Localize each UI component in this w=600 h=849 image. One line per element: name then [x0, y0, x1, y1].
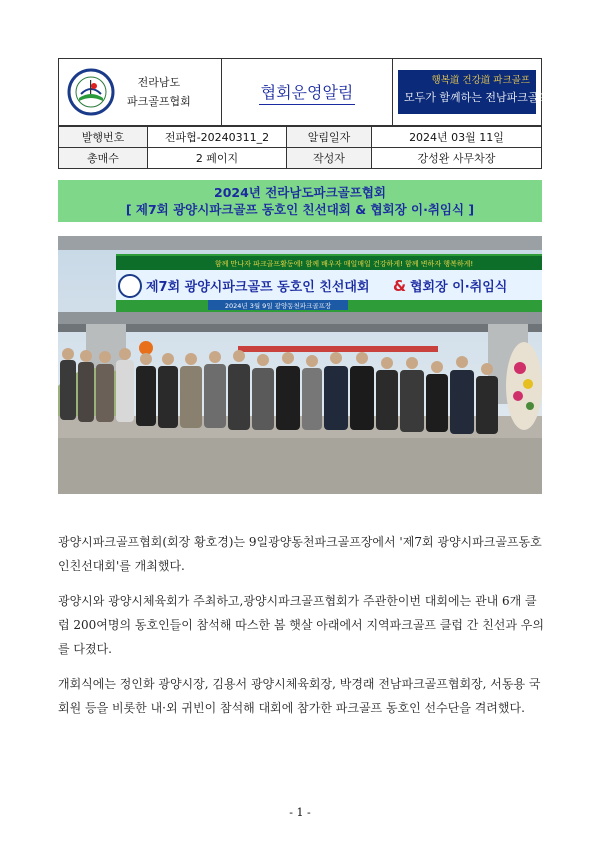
- meta-row: [59, 127, 542, 148]
- pages-value: 2 페이지: [148, 148, 287, 169]
- slogan-line2: 모두가 함께하는 전남파크골프협회: [404, 91, 571, 104]
- date-label: 알림일자: [287, 127, 372, 148]
- org-name-line1: 전라남도: [137, 76, 181, 89]
- doc-no-value: 전파협-20240311_2: [148, 127, 287, 148]
- doc-no-label: 발행번호: [59, 127, 148, 148]
- author-value: 강성완 사무차장: [372, 148, 542, 169]
- title-line1: 2024년 전라남도파크골프협회: [214, 185, 386, 200]
- paragraph-1: 광양시파크골프협회(회장 황호경)는 9일광양동천파크골프장에서 '제7회 광양시파크골프동호인친선대회'를 개최했다.: [58, 535, 542, 573]
- slogan-box: [398, 70, 571, 114]
- photo-banner-date-text: 2024년 3월 9일 광양동천파크골프장: [224, 302, 332, 310]
- slogan-line1: 행복道 건강道 파크골프: [431, 75, 530, 86]
- photo-banner-emblem-icon: [119, 275, 141, 297]
- pages-label: 총매수: [59, 148, 148, 169]
- header-slogan-cell: [393, 59, 571, 125]
- photo-banner-main-text: 제7회 광양시파크골프 동호인 친선대회: [146, 280, 370, 295]
- org-name: [127, 73, 191, 111]
- meta-table: [58, 126, 542, 169]
- photo-banner-amp: &: [393, 277, 407, 295]
- notice-title: 협회운영알림: [259, 80, 356, 105]
- header-title-cell: [222, 59, 393, 125]
- meta-row: [59, 148, 542, 169]
- association-emblem-icon: [67, 68, 115, 116]
- photo-banner-inauguration-text: 협회장 이·취임식: [410, 280, 508, 295]
- page-number: - 1 -: [289, 806, 311, 819]
- paragraph-3: 개회식에는 정인화 광양시장, 김용서 광양시체육회장, 박경래 전남파크골프협회장, 서동용 국회원 등을 비롯한 내·외 귀빈이 참석해 대회에 참가한 파크골프 동호인 선수단을 격려했다.: [58, 677, 541, 715]
- header-logo-cell: [59, 59, 222, 125]
- title-banner: [58, 180, 542, 222]
- org-name-line2: 파크골프협회: [127, 95, 191, 108]
- event-photo: [58, 236, 542, 494]
- paragraph-2: 광양시와 광양시체육회가 주최하고,광양시파크골프협회가 주관한이번 대회에는 관내 6개 클럽 200여명의 동호인들이 참석해 따스한 봄 햇살 아래에서 지역파크골프 클럽 간 친선과 우의를 다졌다.: [58, 594, 544, 656]
- date-value: 2024년 03월 11일: [372, 127, 542, 148]
- article-body: [58, 530, 548, 731]
- author-label: 작성자: [287, 148, 372, 169]
- title-line2: [ 제7회 광양시파크골프 동호인 친선대회 & 협회장 이·취임식 ]: [125, 202, 475, 217]
- document-header: [58, 58, 571, 126]
- photo-banner-small-text: 함께 만나자 파크골프활동에! 함께 배우자 매일매일 건강하게! 함께 변하자 행복하게!: [214, 260, 474, 268]
